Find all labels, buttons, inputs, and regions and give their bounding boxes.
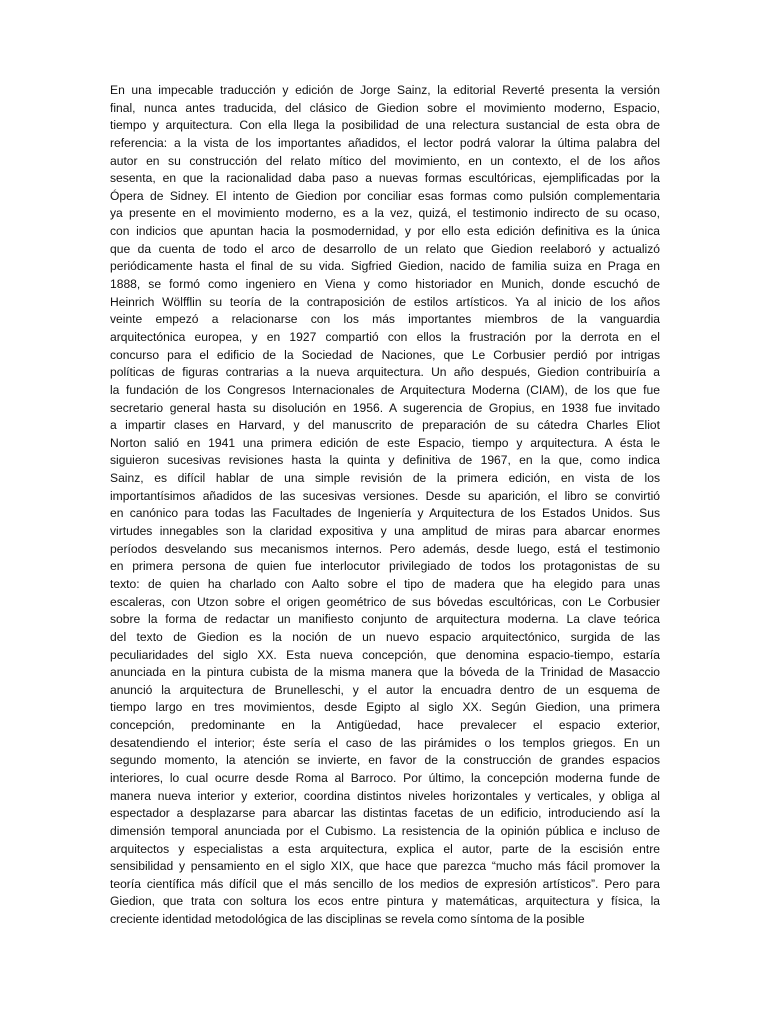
text-line: peculiaridades del siglo XX. Esta nueva concepción, que denomina espacio-tiempo, estaría — [110, 647, 660, 662]
text-line: arquitectónica europea, y en 1927 compartió con ellos la frustración por la derrota en el — [110, 329, 660, 344]
text-line: interiores, lo cual ocurre desde Roma al Barroco. Por último, la concepción moderna funde de — [110, 770, 660, 785]
text-line: escaleras, con Utzon sobre el origen geométrico de sus bóvedas escultóricas, con Le Corbusier — [110, 594, 660, 609]
text-line: espectador a desplazarse para abarcar las distintas facetas de un edificio, introduciendo así la — [110, 806, 660, 821]
text-line: desatendiendo el interior; éste sería el caso de las pirámides o los templos griegos. En un — [110, 735, 660, 750]
text-line: autor en su construcción del relato mítico del movimiento, en un contexto, el de los años — [110, 153, 660, 168]
text-line: sesenta, en que la racionalidad daba paso a nuevas formas escultóricas, ejemplificadas por la — [110, 171, 660, 186]
text-line: tiempo y arquitectura. Con ella llega la posibilidad de una relectura sustancial de esta obra de — [110, 118, 660, 133]
text-line: concurso para el edificio de la Sociedad de Naciones, que Le Corbusier perdió por intrigas — [110, 347, 660, 362]
text-line: a impartir clases en Harvard, y del manuscrito de preparación de su cátedra Charles Eliot — [110, 418, 660, 433]
text-line: segundo momento, la atención se invierte, en favor de la construcción de grandes espacios — [110, 753, 660, 768]
text-line: ya presente en el movimiento moderno, es a la vez, quizá, el testimonio indirecto de su ocaso, — [110, 206, 660, 221]
text-line: anunciada en la pintura cubista de la misma manera que la bóveda de la Trinidad de Masaccio — [110, 665, 660, 680]
text-line: del texto de Giedion es la noción de un nuevo espacio arquitectónico, surgida de las — [110, 629, 660, 644]
text-line: veinte empezó a relacionarse con los más importantes miembros de la vanguardia — [110, 312, 660, 327]
text-line: Giedion, que trata con soltura los ecos entre pintura y matemáticas, arquitectura y física, la — [110, 894, 660, 909]
text-line: Heinrich Wölfflin su teoría de la contraposición de estilos artísticos. Ya al inicio de los años — [110, 294, 660, 309]
text-line: siguieron sucesivas revisiones hasta la quinta y definitiva de 1967, en la que, como indica — [110, 453, 660, 468]
text-line: importantísimos añadidos de las sucesivas versiones. Desde su aparición, el libro se convirtió — [110, 488, 660, 503]
text-line: creciente identidad metodológica de las disciplinas se revela como síntoma de la posible — [110, 912, 585, 927]
text-line: en primera persona de quien fue interlocutor privilegiado de todos los protagonistas de su — [110, 559, 660, 574]
text-line: con indicios que apuntan hacia la posmodernidad, y por ello esta edición definitiva es la única — [110, 224, 660, 239]
text-line: dimensión temporal anunciada por el Cubismo. La resistencia de la opinión pública e incluso de — [110, 823, 660, 838]
text-line: virtudes innegables son la claridad expositiva y una amplitud de miras para abarcar enormes — [110, 524, 660, 539]
text-line: teoría científica más difícil que el más sencillo de los medios de expresión artísticos”. Pero para — [110, 876, 660, 891]
text-line: referencia: a la vista de los importantes añadidos, el lector podrá valorar la última palabra del — [110, 135, 660, 150]
text-line: sensibilidad y pensamiento en el siglo XIX, que hace que parezca “mucho más fácil promover la — [110, 859, 660, 874]
text-line: Sainz, es difícil hablar de una simple revisión de la primera edición, en vista de los — [110, 471, 660, 486]
text-line: periódicamente hasta el final de su vida. Sigfried Giedion, nacido de familia suiza en Praga en — [110, 259, 660, 274]
text-line: Norton salió en 1941 una primera edición de este Espacio, tiempo y arquitectura. A ésta le — [110, 435, 660, 450]
text-line: manera nueva interior y exterior, coordina distintos niveles horizontales y verticales, y obliga al — [110, 788, 660, 803]
text-line: En una impecable traducción y edición de Jorge Sainz, la editorial Reverté presenta la versión — [110, 83, 660, 97]
text-line: sobre la forma de redactar un manifiesto conjunto de arquitectura moderna. La clave teórica — [110, 612, 660, 627]
body-paragraph — [110, 82, 660, 929]
text-line: Ópera de Sidney. El intento de Giedion por conciliar esas formas como pulsión complementaria — [110, 188, 660, 203]
text-line: políticas de figuras contrarias a la nueva arquitectura. Un año después, Giedion contribuiría a — [110, 365, 660, 380]
text-line: en canónico para todas las Facultades de Ingeniería y Arquitectura de los Estados Unidos. Sus — [110, 506, 660, 521]
text-line: períodos desvelando sus mecanismos internos. Pero además, desde luego, está el testimonio — [110, 541, 660, 556]
text-line: anunció la arquitectura de Brunelleschi, y el autor la encuadra dentro de un esquema de — [110, 682, 660, 697]
text-line: secretario general hasta su disolución en 1956. A sugerencia de Gropius, en 1938 fue invitado — [110, 400, 660, 415]
text-line: texto: de quien ha charlado con Aalto sobre el tipo de madera que ha elegido para unas — [110, 576, 660, 591]
text-line: concepción, predominante en la Antigüedad, hace prevalecer el espacio exterior, — [110, 718, 660, 733]
text-line: arquitectos y especialistas a esta arquitectura, explica el autor, parte de la escisión entre — [110, 841, 660, 856]
text-line: final, nunca antes traducida, del clásico de Giedion sobre el movimiento moderno, Espacio, — [110, 100, 660, 115]
text-line: 1888, se formó como ingeniero en Viena y como historiador en Munich, donde escuchó de — [110, 277, 660, 292]
text-line: tiempo largo en tres movimientos, desde Egipto al siglo XX. Según Giedion, una primera — [110, 700, 660, 715]
text-line: la fundación de los Congresos Internacionales de Arquitectura Moderna (CIAM), de los que fue — [110, 382, 660, 397]
text-line: que da cuenta de todo el arco de desarrollo de un relato que Giedion reelaboró y actualizó — [110, 241, 660, 256]
